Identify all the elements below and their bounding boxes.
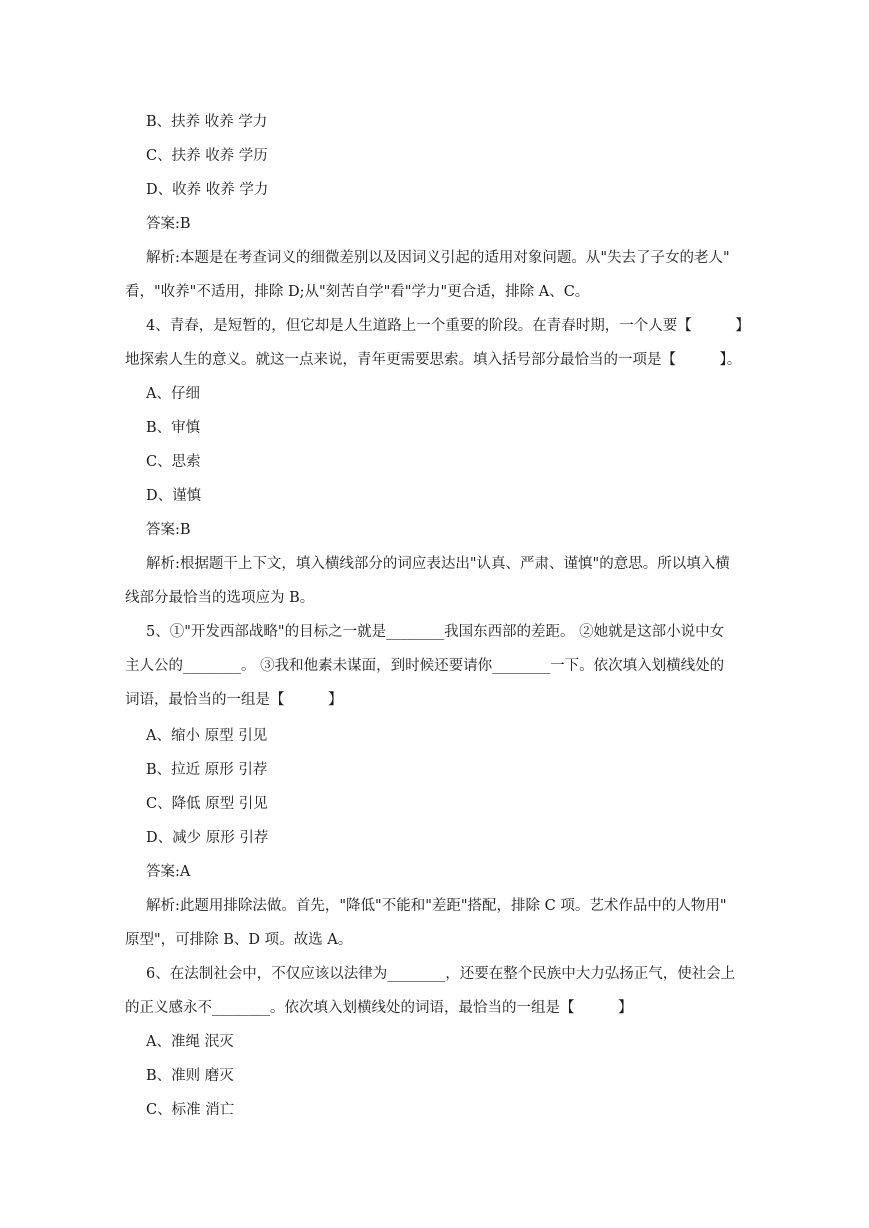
option-b-q5: B、拉近 原形 引荐	[146, 762, 268, 778]
question-5-line1: 5、①"开发西部战略"的目标之一就是________我国东西部的差距。 ②她就是这部小说中女	[146, 624, 725, 640]
option-d-q3: D、收养 收养 学力	[146, 182, 269, 198]
analysis-q4-line1: 解析:根据题干上下文，填入横线部分的词应表达出"认真、严肃、谨慎"的意思。所以填入横	[146, 556, 730, 572]
option-c-q3: C、扶养 收养 学历	[146, 148, 268, 164]
question-4-line1: 4、青春，是短暂的，但它却是人生道路上一个重要的阶段。在青春时期，一个人要【 】	[146, 318, 750, 334]
analysis-q3-line2: 看，"收养"不适用，排除 D;从"刻苦自学"看"学力"更合适，排除 A、C。	[125, 284, 590, 300]
analysis-q5-line1: 解析:此题用排除法做。首先，"降低"不能和"差距"搭配，排除 C 项。艺术作品中的人物用"	[146, 898, 727, 914]
analysis-q4-line2: 线部分最恰当的选项应为 B。	[125, 590, 315, 606]
analysis-q5-line2: 原型"，可排除 B、D 项。故选 A。	[125, 932, 353, 948]
analysis-q3-line1: 解析:本题是在考查词义的细微差别以及因词义引起的适用对象问题。从"失去了子女的老人"	[146, 250, 730, 266]
option-d-q5: D、减少 原形 引荐	[146, 830, 269, 846]
option-b-q4: B、审慎	[146, 420, 201, 436]
answer-q5: 答案:A	[146, 864, 191, 880]
question-6-line2: 的正义感永不________。依次填入划横线处的词语，最恰当的一组是【 】	[125, 1000, 633, 1016]
option-d-q4: D、谨慎	[146, 488, 202, 504]
option-b-q6: B、准则 磨灭	[146, 1068, 234, 1084]
option-a-q5: A、缩小 原型 引见	[146, 728, 268, 744]
option-c-q4: C、思索	[146, 454, 201, 470]
question-6-line1: 6、在法制社会中，不仅应该以法律为________，还要在整个民族中大力弘扬正气，使社会上	[146, 966, 736, 982]
option-c-q5: C、降低 原型 引见	[146, 796, 268, 812]
question-4-line2: 地探索人生的意义。就这一点来说，青年更需要思索。填入括号部分最恰当的一项是【 】。	[125, 352, 742, 368]
option-c-q6: C、标准 消亡	[146, 1102, 235, 1118]
option-a-q4: A、仔细	[146, 386, 200, 402]
answer-q4: 答案:B	[146, 522, 191, 538]
option-b-q3: B、扶养 收养 学力	[146, 114, 268, 130]
option-a-q6: A、准绳 泯灭	[146, 1034, 234, 1050]
question-5-line2: 主人公的________。 ③我和他素未谋面，到时候还要请你________一下。依次填入划横线处的	[125, 658, 725, 674]
answer-q3: 答案:B	[146, 216, 191, 232]
question-5-line3: 词语，最恰当的一组是【 】	[125, 692, 343, 708]
